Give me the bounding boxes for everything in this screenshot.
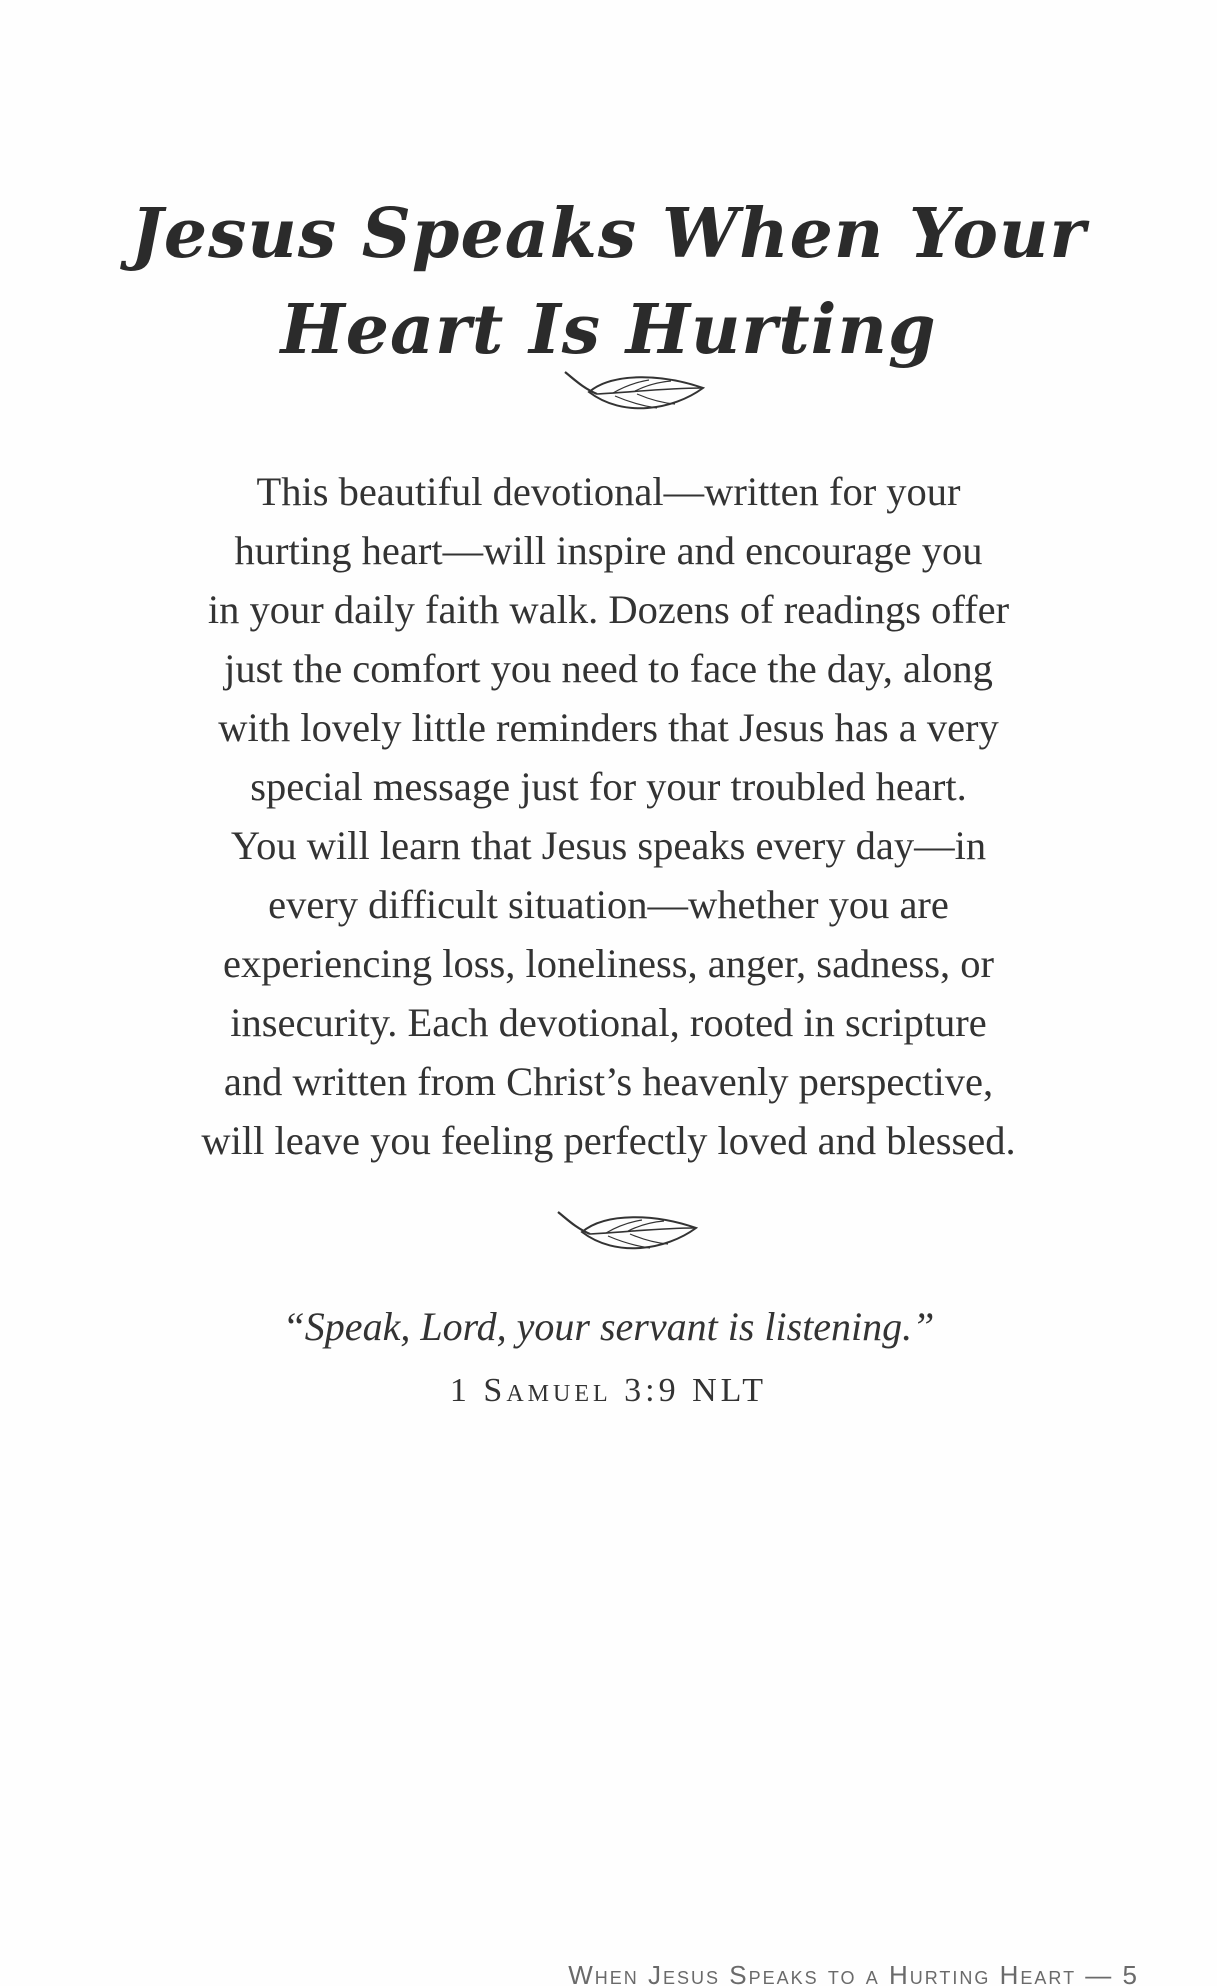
paragraph-line: and written from Christ’s heavenly perspective,	[223, 1059, 994, 1104]
paragraph-line: This beautiful devotional—written for your	[256, 469, 961, 514]
paragraph-line: experiencing loss, loneliness, anger, sadness, or	[222, 941, 995, 986]
title-line-1: Jesus Speaks When Your	[130, 193, 1087, 274]
paragraph-line: in your daily faith walk. Dozens of readings offer	[207, 587, 1010, 632]
paragraph-line: every difficult situation—whether you are	[268, 882, 949, 927]
scripture-reference: 1 Samuel 3:9 NLT	[449, 1372, 768, 1409]
scripture-quote: “Speak, Lord, your servant is listening.”	[282, 1304, 935, 1349]
running-footer: When Jesus Speaks to a Hurting Heart — 5	[568, 1960, 1139, 1986]
leaf-icon	[546, 1198, 706, 1268]
paragraph-line: with lovely little reminders that Jesus has a very	[218, 705, 999, 750]
paragraph-line: insecurity. Each devotional, rooted in scripture	[230, 1000, 987, 1045]
page-title	[0, 186, 1217, 378]
paragraph-line: You will learn that Jesus speaks every day—in	[230, 823, 987, 868]
title-line-2: Heart Is Hurting	[280, 289, 937, 370]
leaf-icon	[553, 358, 713, 428]
paragraph-line: special message just for your troubled heart.	[250, 764, 967, 809]
paragraph-line: will leave you feeling perfectly loved and blessed.	[201, 1118, 1016, 1163]
paragraph-line: just the comfort you need to face the day, along	[224, 646, 993, 691]
paragraph-line: hurting heart—will inspire and encourage you	[234, 528, 983, 573]
description-paragraph	[150, 462, 1067, 1170]
